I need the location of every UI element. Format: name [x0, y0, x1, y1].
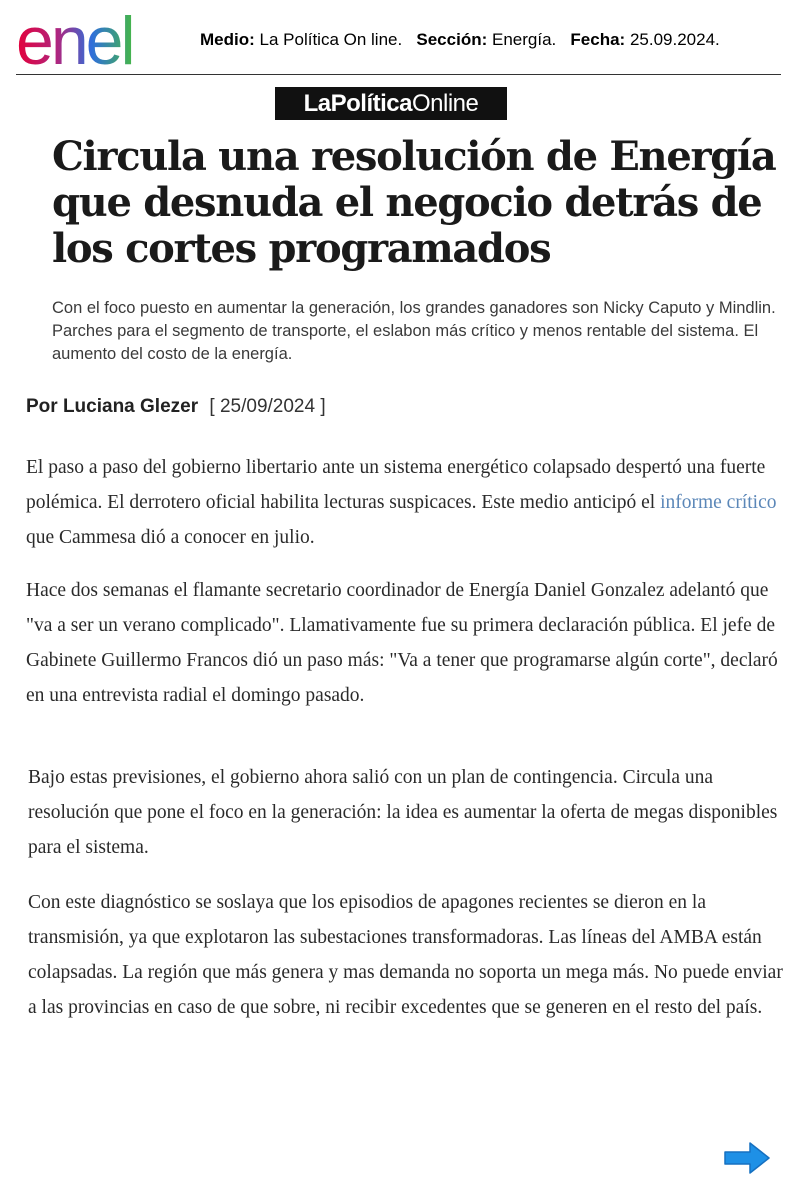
header-divider	[16, 74, 781, 75]
fecha-label: Fecha:	[570, 30, 626, 49]
svg-text:enel: enel	[16, 8, 133, 70]
author-name: Por Luciana Glezer	[26, 396, 199, 417]
paragraph-2: Hace dos semanas el flamante secretario coordinador de Energía Daniel Gonzalez adelantó que "va a ser un verano complicado". Llamativamente fue su primera declaración pública. El jefe de Gabinete Guillermo Francos dió un paso más: "Va a tener que programarse algún corte", declaró en una entrevista radial el domingo pasado.	[26, 580, 778, 706]
paragraph-1-start: El paso a paso del gobierno libertario ante un sistema energético colapsado despertó una fuerte polémica. El derrotero oficial habilita lecturas suspicaces. Este medio anticipó el	[26, 457, 766, 513]
paragraph-3: Bajo estas previsiones, el gobierno ahora salió con un plan de contingencia. Circula una resolución que pone el foco en la generación: la idea es aumentar la oferta de megas disponibles para el sistema.	[28, 767, 778, 858]
enel-logo	[16, 8, 186, 70]
masthead-light: Online	[412, 90, 479, 117]
masthead-bold: LaPolítica	[303, 90, 412, 117]
paragraph-1-end: que Cammesa dió a conocer en julio.	[26, 527, 315, 548]
paragraph-1	[26, 450, 786, 555]
clipping-header	[0, 0, 800, 80]
arrow-right-icon[interactable]	[722, 1140, 772, 1176]
medio-value: La Política On line.	[259, 30, 403, 49]
article-subheadline: Con el foco puesto en aumentar la generación, los grandes ganadores son Nicky Caputo y Mindlin. Parches para el segmento de transporte, el eslabon más crítico y menos rentable del sistema. El aumento del costo de la energía.	[52, 299, 776, 363]
seccion-value: Energía.	[491, 30, 557, 49]
medio-label: Medio:	[200, 30, 255, 49]
publication-masthead	[275, 87, 507, 120]
publish-date: [ 25/09/2024 ]	[209, 396, 326, 417]
article-headline: Circula una resolución de Energía que desnuda el negocio detrás de los cortes programados	[52, 133, 776, 272]
clipping-meta	[200, 30, 720, 50]
paragraph-4: Con este diagnóstico se soslaya que los episodios de apagones recientes se dieron en la transmisión, ya que explotaron las subestaciones transformadoras. Las líneas del AMBA están colapsadas. La región que más genera y mas demanda no soporta un mega más. No puede enviar a las provincias en caso de que sobre, ni recibir excedentes que se generen en el resto del país.	[28, 892, 783, 1018]
informe-critico-link[interactable]: informe crítico	[660, 492, 777, 513]
fecha-value: 25.09.2024.	[629, 30, 720, 49]
byline	[26, 396, 326, 418]
seccion-label: Sección:	[416, 30, 488, 49]
